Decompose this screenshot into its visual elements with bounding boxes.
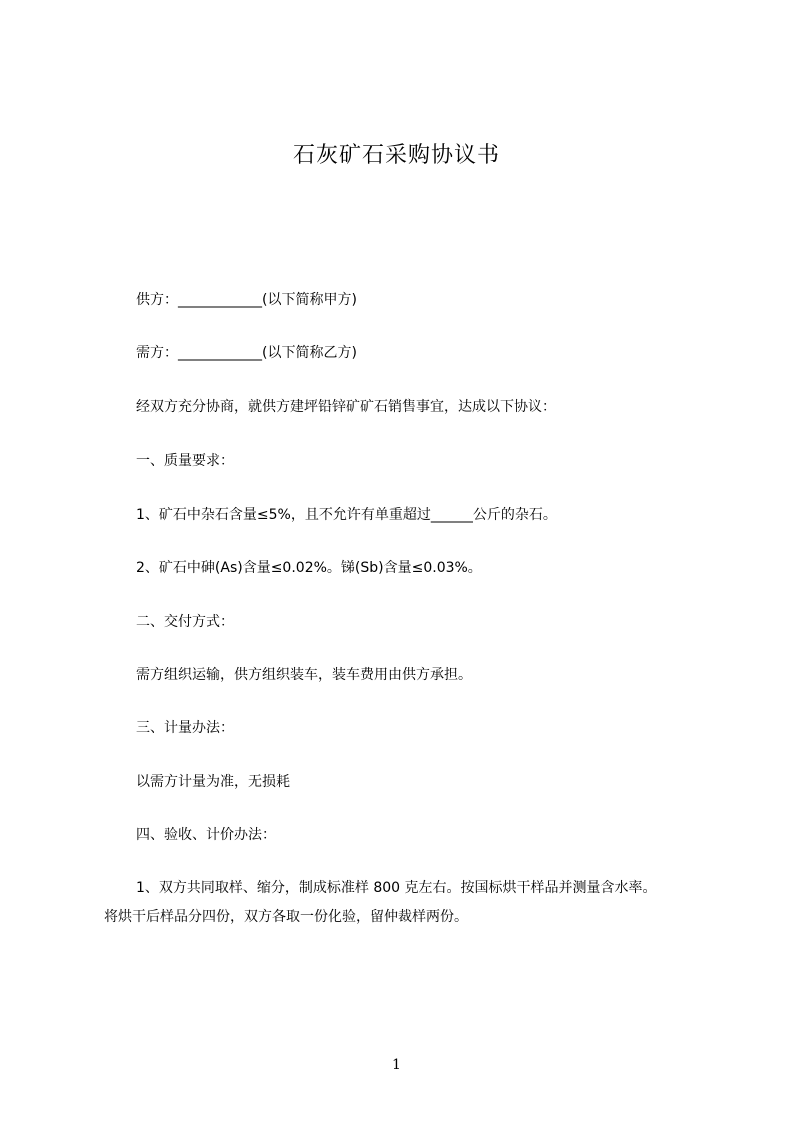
section-heading-measurement: 三、计量办法： — [136, 720, 234, 736]
document-title: 石灰矿石采购协议书 — [292, 143, 500, 168]
section-heading-acceptance: 四、验收、计价办法： — [136, 827, 276, 843]
quality-clause-2: 2、矿石中砷(As)含量≤0.02%。锑(Sb)含量≤0.03%。 — [136, 560, 482, 576]
quality-clause-1: 1、矿石中杂石含量≤5%，且不允许有单重超过______公斤的杂石。 — [136, 507, 557, 523]
page-number: 1 — [392, 1057, 401, 1073]
acceptance-clause-1 — [104, 874, 744, 932]
agreement-intro: 经双方充分协商，就供方建坪铅锌矿矿石销售事宜，达成以下协议： — [136, 399, 556, 415]
acceptance-clause-1-line-2: 将烘干后样品分四份，双方各取一份化验，留仲裁样两份。 — [104, 909, 468, 925]
supplier-line: 供方：____________(以下简称甲方) — [136, 292, 357, 308]
buyer-line: 需方：____________(以下简称乙方) — [136, 345, 357, 361]
acceptance-clause-1-line-1: 1、双方共同取样、缩分，制成标准样 800 克左右。按国标烘干样品并测量含水率。 — [136, 880, 657, 896]
delivery-clause: 需方组织运输，供方组织装车，装车费用由供方承担。 — [136, 667, 472, 683]
measurement-clause: 以需方计量为准，无损耗 — [136, 774, 290, 790]
section-heading-delivery: 二、交付方式： — [136, 614, 234, 630]
section-heading-quality: 一、质量要求： — [136, 453, 234, 469]
